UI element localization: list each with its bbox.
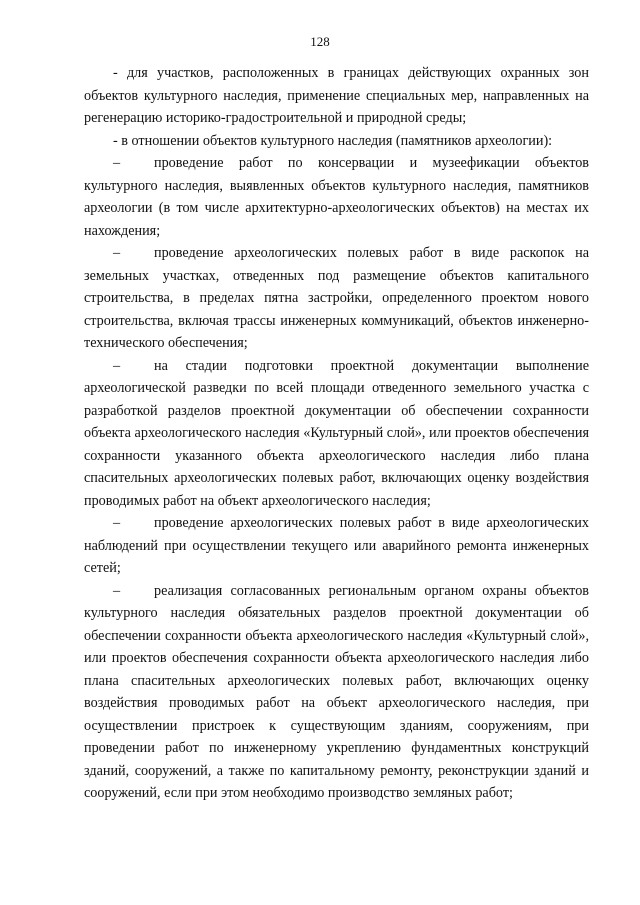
list-item-text: проведение археологических полевых работ в виде археологических наблюдений при осуществлении текущего или аварийного ремонта инженерных сетей; [84, 515, 589, 576]
list-item-conservation [84, 152, 589, 242]
dash-marker: – [113, 515, 121, 531]
dash-marker: – [113, 155, 121, 171]
list-item-text: проведение археологических полевых работ в виде раскопок на земельных участках, отведенных под размещение объектов капитального строительства, в пределах пятна застройки, определенного проектом нового строительства, включая трассы инженерных коммуникаций, объектов инженерно-технического обеспечения; [84, 245, 589, 351]
list-item-excavations [84, 242, 589, 355]
paragraph-text: - в отношении объектов культурного наследия (памятников археологии): [113, 132, 553, 149]
list-item-text: на стадии подготовки проектной документации выполнение археологической разведки по всей площади отведенного земельного участка с разработкой разделов проектной документации об обеспечении сохранности объекта археологического наследия «Культурный слой», или проектов обеспечения сохранности указанного объекта археологического наследия либо плана спасительных археологических полевых работ, включающих оценку воздействия проводимых работ на объект археологического наследия; [84, 357, 589, 509]
list-item-survey [84, 355, 589, 513]
list-item-text: проведение работ по консервации и музеефикации объектов культурного наследия, выявленных объектов культурного наследия, памятников археологии (в том числе архитектурно-археологических объектов) на местах их нахождения; [84, 155, 589, 239]
list-item-observations [84, 512, 589, 580]
page-number: 128 [310, 34, 330, 49]
paragraph-archaeology-heading [84, 130, 589, 153]
list-item-implementation [84, 580, 589, 805]
dash-marker: – [113, 245, 121, 261]
list-item-text: реализация согласованных региональным органом охраны объектов культурного наследия обязательных разделов проектной документации об обеспечении сохранности объекта археологического наследия «Культурный слой», или проектов обеспечения сохранности объекта археологического наследия либо плана спасительных археологических полевых работ, включающих оценку воздействия проводимых работ на объект археологического наследия, при осуществлении пристроек к существующим зданиям, сооружениям, при проведении работ по инженерному укреплению фундаментных конструкций зданий, сооружений, а также по капитальному ремонту, реконструкции зданий и сооружений, если при этом необходимо производство земляных работ; [84, 582, 589, 801]
dash-marker: – [113, 582, 121, 599]
paragraph-text: - для участков, расположенных в границах действующих охранных зон объектов культурного наследия, применение специальных мер, направленных на регенерацию историко-градостроительной и природной среды; [84, 65, 589, 126]
document-body [84, 62, 589, 805]
dash-marker: – [113, 357, 121, 374]
paragraph-protection-zones [84, 62, 589, 130]
